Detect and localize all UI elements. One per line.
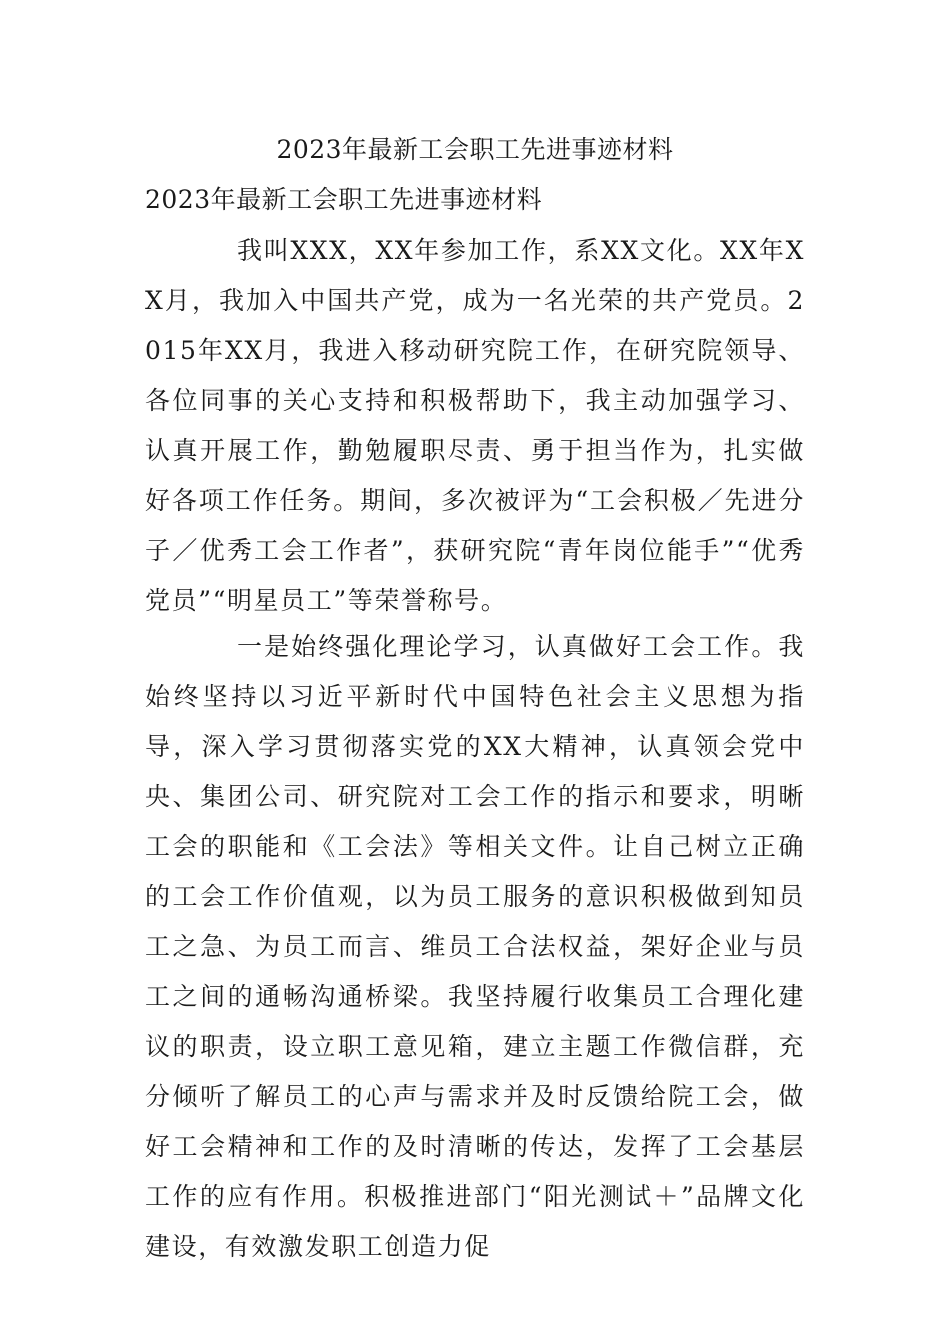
paragraph-theory-study: 一是始终强化理论学习，认真做好工会工作。我始终坚持以习近平新时代中国特色社会主义思想为指导，深入学习贯彻落实党的XX大精神，认真领会党中央、集团公司、研究院对工会工作的指示和要求，明晰工会的职能和《工会法》等相关文件。让自己树立正确的工会工作价值观，以为员工服务的意识积极做到知员工之急、为员工而言、维员工合法权益，架好企业与员工之间的通畅沟通桥梁。我坚持履行收集员工合理化建议的职责，设立职工意见箱，建立主题工作微信群，充分倾听了解员工的心声与需求并及时反馈给院工会，做好工会精神和工作的及时清晰的传达，发挥了工会基层工作的应有作用。积极推进部门“阳光测试＋”品牌文化建设，有效激发职工创造力促 <box>145 632 805 1261</box>
document-subtitle: 2023年最新工会职工先进事迹材料 <box>145 185 543 214</box>
document-title: 2023年最新工会职工先进事迹材料 <box>276 135 674 164</box>
paragraph-introduction: 我叫XXX，XX年参加工作，系XX文化。XX年XX月，我加入中国共产党，成为一名光荣的共产党员。2015年XX月，我进入移动研究院工作，在研究院领导、各位同事的关心支持和积极帮助下，我主动加强学习、认真开展工作，勤勉履职尽责、勇于担当作为，扎实做好各项工作任务。期间，多次被评为“工会积极／先进分子／优秀工会工作者”，获研究院“青年岗位能手”“优秀党员”“明星员工”等荣誉称号。 <box>145 236 805 615</box>
